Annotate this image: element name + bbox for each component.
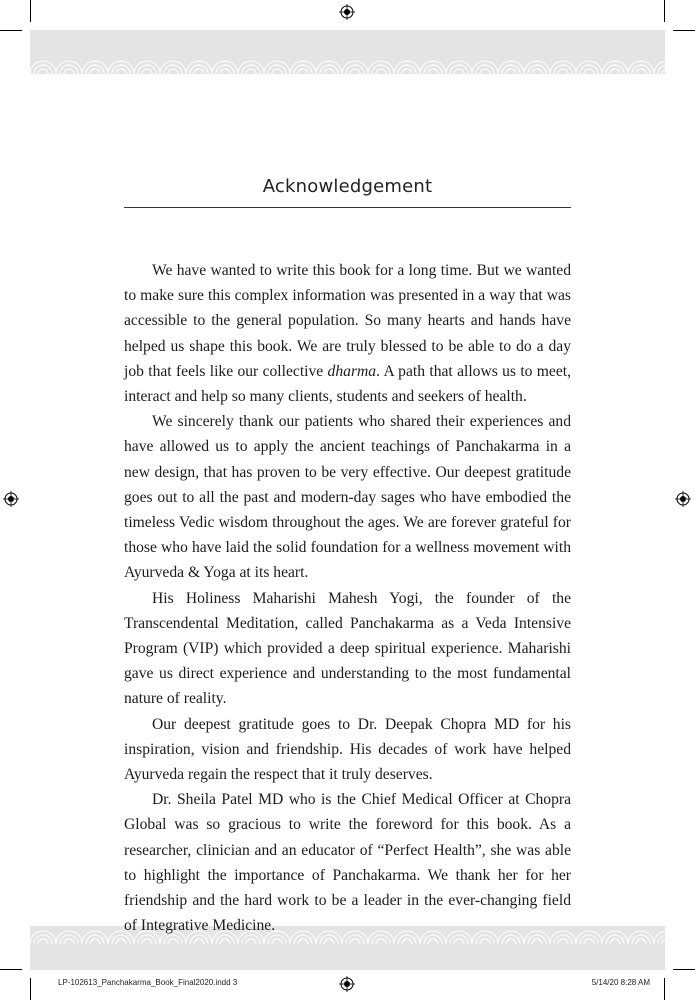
crop-mark bbox=[0, 969, 22, 970]
title-rule bbox=[124, 207, 571, 208]
slug-datetime: 5/14/20 8:28 AM bbox=[591, 978, 650, 987]
body-text bbox=[124, 258, 571, 938]
crop-mark bbox=[673, 30, 695, 31]
page-title: Acknowledgement bbox=[262, 176, 433, 197]
registration-mark-icon bbox=[339, 976, 355, 992]
paragraph: Our deepest gratitude goes to Dr. Deepak Chopra MD for his inspiration, vision and friendship. His decades of work have helped Ayurveda regain the respect that it truly deserves. bbox=[124, 715, 571, 784]
paragraph: Dr. Sheila Patel MD who is the Chief Medical Officer at Chopra Global was so gracious to write the foreword for this book. As a researcher, clinician and an educator of “Perfect Health”, she was able to highlight the importance of Panchakarma. We thank her for her friendship and the hard work to be a leader in the ever-changing field of Integrative Medicine. bbox=[124, 791, 571, 935]
crop-mark bbox=[30, 978, 31, 1000]
crop-mark bbox=[664, 978, 665, 1000]
crop-mark bbox=[664, 0, 665, 22]
emphasis: dharma bbox=[327, 362, 377, 380]
registration-mark-icon bbox=[3, 491, 19, 507]
paragraph: We have wanted to write this book for a long time. But we wanted to make sure this complex information was presented in a way that was accessible to the general population. So many hearts and hands have helped us shape this book. We are truly blessed to be able to do a day job that feels like our collective dharma. A path that allows us to meet, interact and help so many clients, students and seekers of health. bbox=[124, 262, 572, 406]
registration-mark-icon bbox=[675, 491, 691, 507]
header-band bbox=[30, 30, 665, 74]
decorative-pattern bbox=[30, 56, 665, 74]
crop-mark bbox=[673, 969, 695, 970]
paragraph: His Holiness Maharishi Mahesh Yogi, the founder of the Transcendental Meditation, called Panchakarma as a Veda Intensive Program (VIP) which provided a deep spiritual experience. Maharishi gave us direct experience and understanding to the most fundamental nature of reality. bbox=[124, 589, 571, 708]
crop-mark bbox=[0, 30, 22, 31]
paragraph: We sincerely thank our patients who shared their experiences and have allowed us to apply the ancient teachings of Panchakarma in a new design, that has proven to be very effective. Our deepest gratitude goes out to all the past and modern-day sages who have embodied the timeless Vedic wisdom throughout the ages. We are forever grateful for those who have laid the solid foundation for a wellness movement with Ayurveda & Yoga at its heart. bbox=[124, 413, 571, 582]
slug-filename: LP-102613_Panchakarma_Book_Final2020.indd 3 bbox=[58, 978, 238, 987]
registration-mark-icon bbox=[339, 4, 355, 20]
crop-mark bbox=[30, 0, 31, 22]
